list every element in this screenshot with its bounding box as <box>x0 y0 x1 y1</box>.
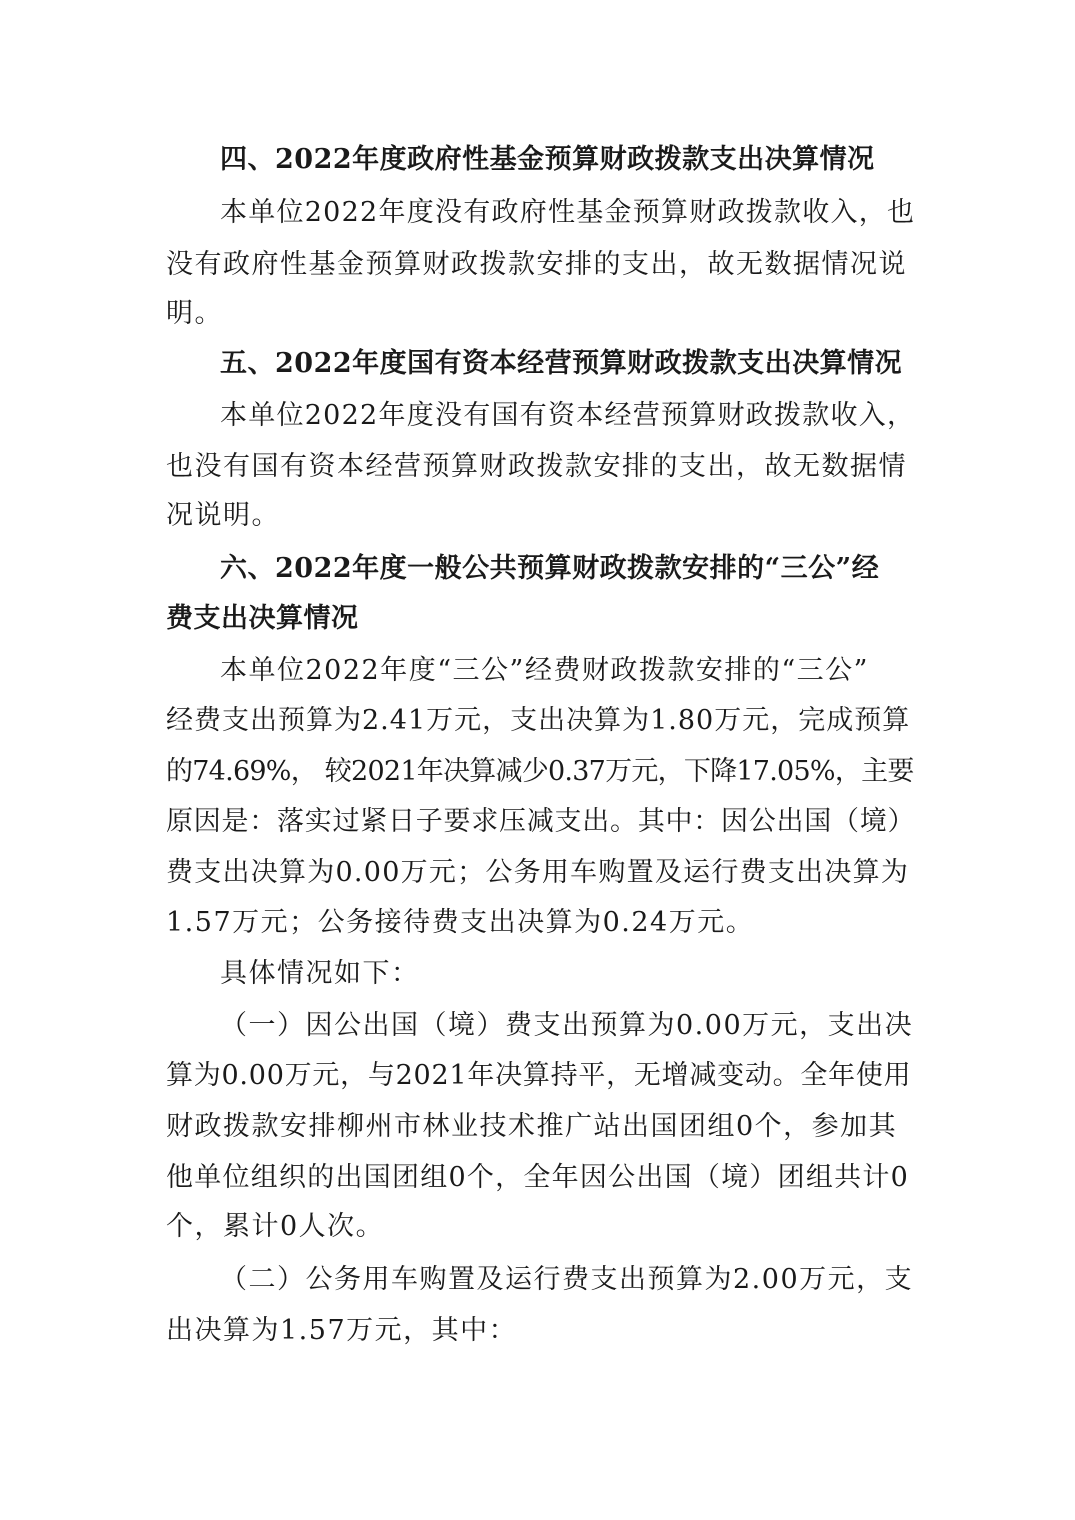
paragraph-line: 具体情况如下： <box>220 958 420 989</box>
paragraph-line: 1.57万元；公务接待费支出决算为0.24万元。 <box>166 907 755 938</box>
paragraph-line: （一）因公出国（境）费支出预算为0.00万元，支出决 <box>220 1010 914 1041</box>
section-heading: 六、2022年度一般公共预算财政拨款安排的“三公”经 <box>220 553 880 584</box>
paragraph-line: 况说明。 <box>166 500 280 531</box>
section-heading: 五、2022年度国有资本经营预算财政拨款支出决算情况 <box>220 348 903 379</box>
paragraph-line: 财政拨款安排柳州市林业技术推广站出国团组0个，参加其 <box>166 1111 898 1142</box>
paragraph-line: 他单位组织的出国团组0个，全年因公出国（境）团组共计0 <box>166 1162 910 1193</box>
paragraph-line: 明。 <box>166 298 223 329</box>
paragraph-line: 出决算为1.57万元，其中： <box>166 1315 518 1346</box>
paragraph-line: 的74.69%， 较2021年决算减少0.37万元，下降17.05%，主要 <box>166 756 914 787</box>
paragraph-line: （二）公务用车购置及运行费支出预算为2.00万元，支 <box>220 1264 914 1295</box>
paragraph-line: 本单位2022年度“三公”经费财政拨款安排的“三公” <box>220 655 869 686</box>
paragraph-line: 算为0.00万元，与2021年决算持平，无增减变动。全年使用 <box>166 1060 912 1091</box>
paragraph-line: 费支出决算为0.00万元；公务用车购置及运行费支出决算为 <box>166 857 910 888</box>
paragraph-line: 经费支出预算为2.41万元，支出决算为1.80万元，完成预算 <box>166 705 911 736</box>
section-heading: 费支出决算情况 <box>166 603 359 634</box>
section-heading: 四、2022年度政府性基金预算财政拨款支出决算情况 <box>220 144 875 175</box>
paragraph-line: 也没有国有资本经营预算财政拨款安排的支出，故无数据情 <box>166 451 907 482</box>
paragraph-line: 原因是：落实过紧日子要求压减支出。其中：因公出国（境） <box>166 806 916 837</box>
paragraph-line: 没有政府性基金预算财政拨款安排的支出，故无数据情况说 <box>166 249 907 280</box>
paragraph-line: 本单位2022年度没有政府性基金预算财政拨款收入，也 <box>220 197 916 228</box>
paragraph-line: 个，累计0人次。 <box>166 1211 385 1242</box>
paragraph-line: 本单位2022年度没有国有资本经营预算财政拨款收入， <box>220 400 916 431</box>
